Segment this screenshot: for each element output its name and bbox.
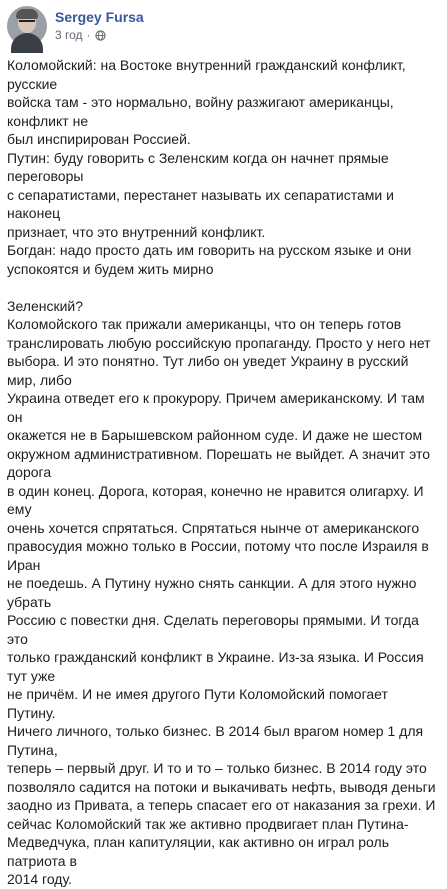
- post-meta: [55, 28, 106, 42]
- post-header: [7, 4, 437, 48]
- post-text: Коломойский: на Востоке внутренний гражданский конфликт, русские войска там - это нормально, войну разжигают американцы, конфликт не был инспирирован Россией. Путин: буду говорить с Зеленским когда он начнет прямые переговоры с сепаратистами, перестанет называть их сепаратистами и наконец признает, что это внутренний конфликт. Богдан: надо просто дать им говорить на русском языке и они успокоятся и будем жить мирно Зеленский? Коломойского так прижали американцы, что он теперь готов транслировать любую российскую пропаганду. Просто у него нет выбора. И это понятно. Тут либо он уведет Украину в русский мир, либо Украина отведет его к прокурору. Причем американскому. И там он окажется не в Барышевском районном суде. И даже не шестом окружном административном. Порешать не выйдет. А значит это дорога в один конец. Дорога, которая, конечно не нравится олигарху. И ему очень хочется спрятаться. Спрятаться нынче от американского правосудия можно только в России, потому что после Израиля в Иран не поедешь. А Путину нужно снять санкции. А для этого нужно убрать Россию с повестки дня. Сделать переговоры прямыми. И тогда это только гражданский конфликт в Украине. Из-за языка. И Россия тут уже не причём. И не имея другого Пути Коломойский помогает Путину. Ничего личного, только бизнес. В 2014 был врагом номер 1 для Путина, теперь – первый друг. И то и то – только бизнес. В 2014 году это позволяло садится на потоки и выкачивать нефть, выводя деньги заодно из Привата, а теперь спасает его от наказания за грехи. И сейчас Коломойский так же активно продвигает план Путина- Медведчука, план капитуляции, как активно он играл роль патриота в 2014 году.: [7, 57, 436, 887]
- avatar-hair: [16, 9, 38, 19]
- avatar-glasses: [19, 20, 35, 24]
- avatar-body: [11, 33, 43, 53]
- avatar[interactable]: [7, 6, 47, 46]
- post-time[interactable]: 3 год: [55, 28, 83, 42]
- author-name[interactable]: Sergey Fursa: [55, 9, 144, 25]
- globe-icon[interactable]: [95, 30, 106, 41]
- meta-separator: ·: [86, 28, 91, 42]
